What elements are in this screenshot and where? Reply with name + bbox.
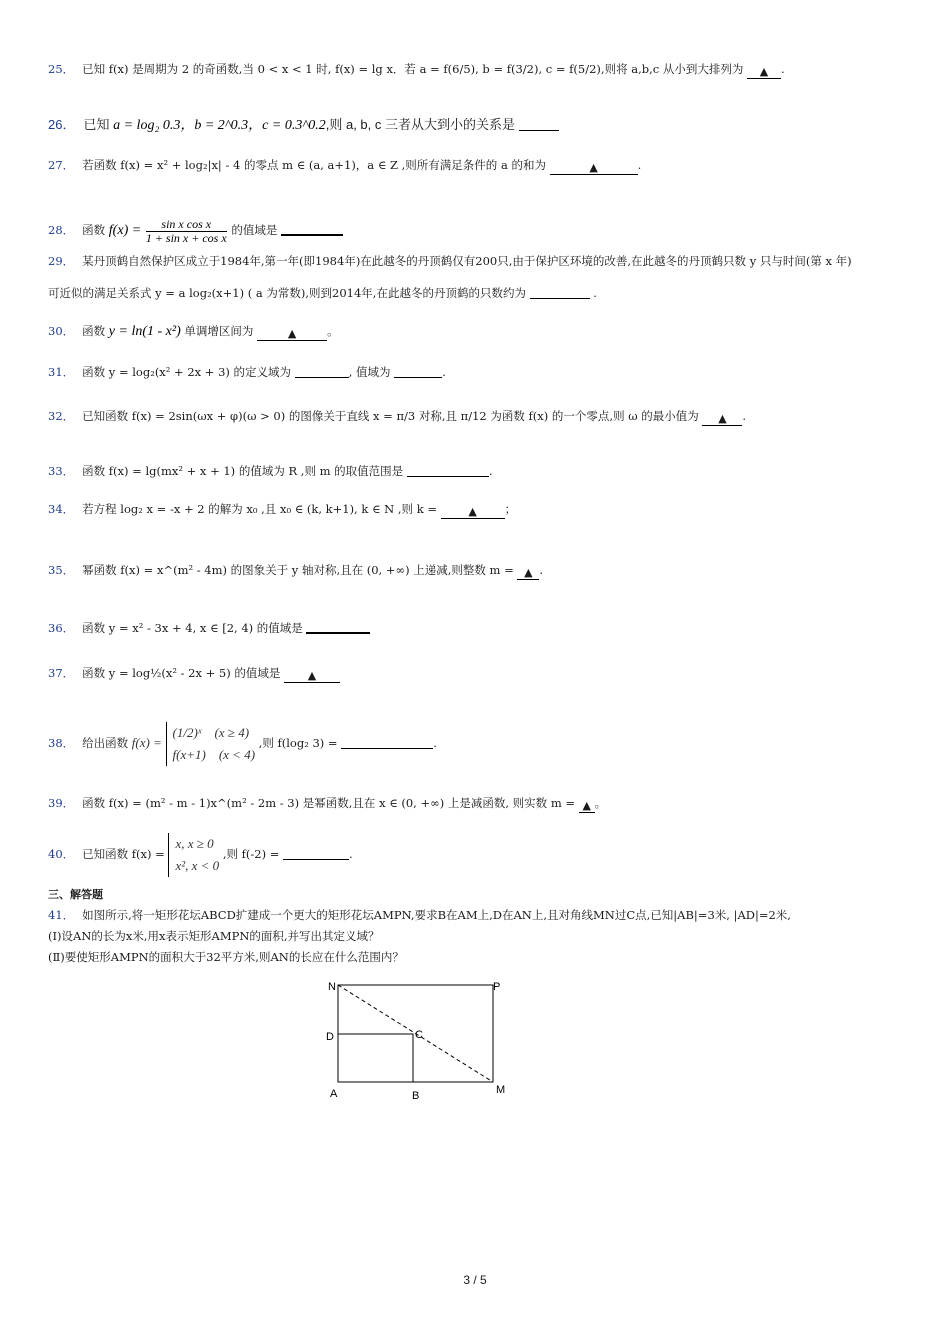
question-30: 30． 函数 y = ln(1 - x²) 单调增区间为 ▲ 。	[48, 324, 339, 340]
answer-blank[interactable]: ▲	[747, 66, 781, 79]
question-41-part1: (Ⅰ)设AN的长为x米,用x表示矩形AMPN的面积,并写出其定义域？	[48, 929, 380, 943]
question-35: 35． 幂函数 f(x) = x^(m² - 4m) 的图象关于 y 轴对称,且在 (0, +∞) 上递减,则整数 m = ▲ .	[48, 563, 544, 579]
answer-blank[interactable]	[407, 464, 489, 477]
answer-blank[interactable]	[519, 118, 559, 131]
label-B: B	[412, 1090, 420, 1102]
section-heading: 三、解答题	[48, 888, 103, 901]
label-M: M	[496, 1084, 506, 1096]
answer-blank-domain[interactable]	[295, 365, 349, 378]
question-40: 40． 已知函数 f(x) = x, x ≥ 0 x², x < 0 ,则 f(-2) = .	[48, 833, 908, 877]
question-28: 28． 函数 f(x) = $\frac{\text{sin x cos x}}{\text{1 + sin x + cos x}}$ 的值域是	[48, 214, 908, 247]
question-34: 34． 若方程 log₂ x = -x + 2 的解为 x₀ ,且 x₀ ∈ (k, k+1), k ∈ N ,则 k = ▲ ；	[48, 502, 517, 518]
question-31: 31． 函数 y = log₂(x² + 2x + 3) 的定义域为 , 值域为 .	[48, 365, 446, 379]
question-39: 39． 函数 f(x) = (m² - m - 1)x^(m² - 2m - 3) 是幂函数,且在 x ∈ (0, +∞) 上是减函数, 则实数 m = ▲ 。	[48, 796, 607, 812]
question-text: 已知 f(x) 是周期为 2 的奇函数,当 0 < x < 1 时, f(x) = lg x．若 a = f(6/5), b = f(3/2), c = f(5/2),则将 a,b,c 从小到大排列为	[82, 62, 744, 76]
label-P: P	[493, 981, 501, 993]
question-29: 29． 某丹顶鹤自然保护区成立于1984年,第一年(即1984年)在此越冬的丹顶鹤仅有200只,由于保护区环境的改善,在此越冬的丹顶鹤只数 y 只与时间(第 x 年)	[48, 254, 852, 268]
label-N: N	[328, 981, 336, 993]
answer-blank[interactable]	[530, 286, 590, 299]
label-D: D	[326, 1031, 334, 1043]
question-27: 27． 若函数 f(x) = x² + log₂|x| - 4 的零点 m ∈ (a, a+1)，a ∈ Z ,则所有满足条件的 a 的和为 ▲ .	[48, 158, 642, 174]
answer-blank[interactable]: ▲	[550, 162, 638, 175]
answer-blank[interactable]: ▲	[579, 800, 595, 813]
question-37: 37． 函数 y = log½(x² - 2x + 5) 的值域是 ▲	[48, 665, 908, 683]
question-41-part2: (Ⅱ)要使矩形AMPN的面积大于32平方米,则AN的长应在什么范围内？	[48, 950, 404, 964]
answer-blank[interactable]	[306, 620, 370, 634]
piecewise-function: (1/2)ˣ (x ≥ 4) f(x+1) (x < 4)	[166, 722, 256, 766]
rect-ABCD	[338, 1034, 413, 1082]
answer-blank[interactable]	[283, 847, 349, 860]
question-25: 25． 已知 f(x) 是周期为 2 的奇函数,当 0 < x < 1 时, f(x) = lg x．若 a = f(6/5), b = f(3/2), c = f(5/2),则将 a,b,c 从小到大排列为 ▲ .	[48, 62, 785, 78]
question-38: 38． 给出函数 f(x) = (1/2)ˣ (x ≥ 4) f(x+1) (x < 4) ,则 f(log₂ 3) = .	[48, 722, 908, 766]
question-41: 41． 如图所示,将一矩形花坛ABCD扩建成一个更大的矩形花坛AMPN,要求B在AM上,D在AN上,且对角线MN过C点,已知|AB|=3米, |AD|=2米,	[48, 908, 791, 922]
question-26: 26． 已知 a = log₂ 0.3，b = 2^0.3，c = 0.3^0.2,则 a, b, c 三者从大到小的关系是	[48, 117, 908, 134]
fraction: $\frac{\text{sin x cos x}}{\text{1 + sin x + cos x}}$	[145, 216, 227, 245]
label-C: C	[415, 1029, 423, 1041]
page-number: 3 / 5	[463, 1273, 487, 1287]
answer-blank[interactable]: ▲	[702, 413, 742, 426]
question-32: 32． 已知函数 f(x) = 2sin(ωx + φ)(ω > 0) 的图像关于直线 x = π/3 对称,且 π/12 为函数 f(x) 的一个零点,则 ω 的最小值为 ▲ .	[48, 409, 747, 425]
rectangle-figure	[320, 978, 520, 1103]
answer-blank[interactable]: ▲	[257, 328, 327, 341]
answer-blank[interactable]: ▲	[284, 670, 340, 683]
answer-blank[interactable]	[341, 736, 433, 749]
math-expression: a = log₂ 0.3，b = 2^0.3，c = 0.3^0.2	[113, 118, 326, 133]
answer-blank[interactable]	[281, 222, 343, 236]
question-33: 33． 函数 f(x) = lg(mx² + x + 1) 的值域为 R ,则 m 的取值范围是 .	[48, 464, 493, 478]
answer-blank-range[interactable]	[394, 365, 442, 378]
answer-blank[interactable]: ▲	[517, 567, 539, 580]
piecewise-function: x, x ≥ 0 x², x < 0	[168, 833, 219, 877]
answer-blank[interactable]: ▲	[441, 506, 505, 519]
question-29-line2: 可近似的满足关系式 y = a log₂(x+1) ( a 为常数),则到2014年,在此越冬的丹顶鹤的只数约为 .	[48, 286, 597, 300]
question-36: 36． 函数 y = x² - 3x + 4, x ∈ [2, 4) 的值域是	[48, 620, 908, 636]
label-A: A	[330, 1088, 338, 1100]
